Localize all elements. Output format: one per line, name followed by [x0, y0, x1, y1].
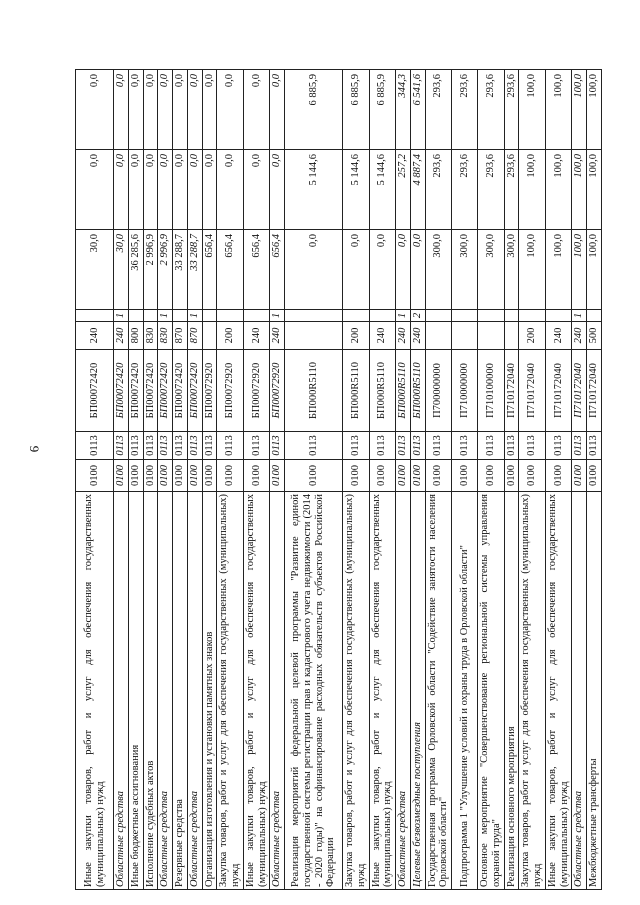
expense-type-code: 830 [158, 322, 173, 350]
value-year-3: 293,6 [452, 70, 478, 150]
expense-type-code: 830 [143, 322, 158, 350]
value-year-1: 100,0 [545, 230, 572, 310]
target-article-code: БП000R5110 [410, 350, 425, 432]
table-row [217, 70, 244, 890]
value-year-2: 0,0 [270, 150, 285, 230]
value-year-2: 4 887,4 [410, 150, 425, 230]
value-year-1: 0,0 [285, 230, 343, 310]
section-code: 0100 [270, 460, 285, 492]
target-article-code: БП00072420 [187, 350, 202, 432]
target-article-code: БП00072920 [270, 350, 285, 432]
value-year-3: 100,0 [519, 70, 546, 150]
value-year-1: 0,0 [369, 230, 396, 310]
expense-type-code: 200 [217, 322, 244, 350]
value-year-2: 0,0 [243, 150, 270, 230]
target-article-code: П710172040 [587, 350, 602, 432]
expense-type-code: 200 [343, 322, 370, 350]
value-year-1: 0,0 [410, 230, 425, 310]
value-year-3: 0,0 [114, 70, 129, 150]
target-article-code: П710172040 [504, 350, 519, 432]
section-code: 0100 [114, 460, 129, 492]
table-row [243, 70, 270, 890]
row-name: Реализация основного мероприятия [504, 492, 519, 890]
value-year-2: 293,6 [478, 150, 505, 230]
budget-table [75, 69, 602, 890]
value-year-2: 293,6 [452, 150, 478, 230]
value-year-1: 300,0 [452, 230, 478, 310]
source-mark [519, 310, 546, 322]
source-mark [452, 310, 478, 322]
value-year-2: 0,0 [128, 150, 143, 230]
section-code: 0100 [285, 460, 343, 492]
value-year-2: 0,0 [173, 150, 188, 230]
value-year-2: 0,0 [202, 150, 217, 230]
value-year-2: 0,0 [143, 150, 158, 230]
table-row [425, 70, 452, 890]
subsection-code: 0113 [452, 432, 478, 460]
value-year-3: 0,0 [173, 70, 188, 150]
value-year-2: 100,0 [587, 150, 602, 230]
value-year-2: 293,6 [425, 150, 452, 230]
value-year-2: 100,0 [545, 150, 572, 230]
expense-type-code [285, 322, 343, 350]
table-row [504, 70, 519, 890]
table-row [76, 70, 114, 890]
section-code: 0100 [396, 460, 411, 492]
subsection-code: 0113 [587, 432, 602, 460]
subsection-code: 0113 [410, 432, 425, 460]
value-year-3: 0,0 [202, 70, 217, 150]
section-code: 0100 [202, 460, 217, 492]
row-name: Иные закупки товаров, работ и услуг для обеспечения государственных (муниципальных) нужд [369, 492, 396, 890]
subsection-code: 0113 [76, 432, 114, 460]
source-mark [173, 310, 188, 322]
value-year-3: 6 885,9 [369, 70, 396, 150]
row-name: Закупка товаров, работ и услуг для обеспечения государственных (муниципальных) нужд [343, 492, 370, 890]
value-year-3: 6 885,9 [285, 70, 343, 150]
row-name: Государственная программа Орловской области "Содействие занятости населения Орловской области" [425, 492, 452, 890]
value-year-1: 36 285,6 [128, 230, 143, 310]
source-mark [128, 310, 143, 322]
value-year-2: 100,0 [572, 150, 587, 230]
value-year-1: 100,0 [572, 230, 587, 310]
expense-type-code: 240 [396, 322, 411, 350]
subsection-code: 0113 [158, 432, 173, 460]
value-year-3: 293,6 [425, 70, 452, 150]
value-year-3: 0,0 [76, 70, 114, 150]
subsection-code: 0113 [545, 432, 572, 460]
source-mark [587, 310, 602, 322]
value-year-1: 300,0 [504, 230, 519, 310]
subsection-code: 0113 [519, 432, 546, 460]
table-row [369, 70, 396, 890]
section-code: 0100 [425, 460, 452, 492]
value-year-3: 100,0 [587, 70, 602, 150]
section-code: 0100 [243, 460, 270, 492]
row-name: Областные средства [572, 492, 587, 890]
section-code: 0100 [217, 460, 244, 492]
target-article-code: БП000R5110 [396, 350, 411, 432]
source-mark [478, 310, 505, 322]
source-mark: 1 [572, 310, 587, 322]
value-year-1: 100,0 [587, 230, 602, 310]
value-year-1: 33 288,7 [173, 230, 188, 310]
subsection-code: 0113 [173, 432, 188, 460]
table-row [410, 70, 425, 890]
section-code: 0100 [519, 460, 546, 492]
source-mark: 1 [158, 310, 173, 322]
target-article-code: П700000000 [425, 350, 452, 432]
value-year-2: 0,0 [158, 150, 173, 230]
target-article-code: БП00072920 [217, 350, 244, 432]
source-mark: 1 [270, 310, 285, 322]
source-mark [202, 310, 217, 322]
subsection-code: 0113 [217, 432, 244, 460]
value-year-3: 344,3 [396, 70, 411, 150]
value-year-2: 5 144,6 [285, 150, 343, 230]
table-row [114, 70, 129, 890]
source-mark: 1 [114, 310, 129, 322]
row-name: Областные средства [187, 492, 202, 890]
value-year-3: 100,0 [572, 70, 587, 150]
row-name: Иные закупки товаров, работ и услуг для обеспечения государственных (муниципальных) нужд [545, 492, 572, 890]
section-code: 0100 [143, 460, 158, 492]
expense-type-code: 240 [76, 322, 114, 350]
value-year-1: 0,0 [396, 230, 411, 310]
section-code: 0100 [343, 460, 370, 492]
section-code: 0100 [158, 460, 173, 492]
row-name: Основное мероприятие "Совершенствование региональной системы управления охраной труда" [478, 492, 505, 890]
target-article-code: БП000R5110 [343, 350, 370, 432]
row-name: Исполнение судебных актов [143, 492, 158, 890]
value-year-1: 30,0 [76, 230, 114, 310]
subsection-code: 0113 [143, 432, 158, 460]
subsection-code: 0113 [572, 432, 587, 460]
rotated-page-area [75, 70, 599, 890]
table-body [76, 70, 602, 890]
table-row [187, 70, 202, 890]
table-row [128, 70, 143, 890]
value-year-3: 0,0 [187, 70, 202, 150]
section-code: 0100 [369, 460, 396, 492]
value-year-2: 0,0 [114, 150, 129, 230]
expense-type-code: 240 [243, 322, 270, 350]
value-year-1: 100,0 [519, 230, 546, 310]
target-article-code: БП00072420 [158, 350, 173, 432]
row-name: Реализация мероприятий федеральной целевой программы "Развитие единой государственной системы регистрации прав и кадастрового учета недвижимости (2014 - 2020 годы)" на софинансирование расходных обязательств субъектов Российской Федерации [285, 492, 343, 890]
expense-type-code: 240 [572, 322, 587, 350]
subsection-code: 0113 [114, 432, 129, 460]
value-year-3: 0,0 [158, 70, 173, 150]
subsection-code: 0113 [128, 432, 143, 460]
value-year-1: 33 288,7 [187, 230, 202, 310]
section-code: 0100 [128, 460, 143, 492]
row-name: Подпрограмма 1 "Улучшение условий и охраны труда в Орловской области" [452, 492, 478, 890]
table-row [396, 70, 411, 890]
table-row [202, 70, 217, 890]
source-mark [504, 310, 519, 322]
expense-type-code: 240 [410, 322, 425, 350]
expense-type-code: 200 [519, 322, 546, 350]
row-name: Закупка товаров, работ и услуг для обеспечения государственных (муниципальных) нужд [519, 492, 546, 890]
value-year-1: 656,4 [217, 230, 244, 310]
section-code: 0100 [410, 460, 425, 492]
expense-type-code [425, 322, 452, 350]
expense-type-code [504, 322, 519, 350]
section-code: 0100 [76, 460, 114, 492]
table-row [572, 70, 587, 890]
table-row [158, 70, 173, 890]
row-name: Иные закупки товаров, работ и услуг для обеспечения государственных (муниципальных) нужд [243, 492, 270, 890]
target-article-code: БП000R5110 [285, 350, 343, 432]
section-code: 0100 [504, 460, 519, 492]
subsection-code: 0113 [243, 432, 270, 460]
subsection-code: 0113 [270, 432, 285, 460]
value-year-1: 300,0 [425, 230, 452, 310]
value-year-3: 0,0 [243, 70, 270, 150]
table-row [285, 70, 343, 890]
table-row [143, 70, 158, 890]
expense-type-code [452, 322, 478, 350]
value-year-1: 2 996,9 [143, 230, 158, 310]
target-article-code: БП00072420 [143, 350, 158, 432]
target-article-code: БП000R5110 [369, 350, 396, 432]
table-row [478, 70, 505, 890]
source-mark: 1 [396, 310, 411, 322]
expense-type-code: 500 [587, 322, 602, 350]
page-number: 9 [27, 445, 42, 453]
source-mark: 1 [187, 310, 202, 322]
value-year-3: 100,0 [545, 70, 572, 150]
value-year-2: 0,0 [187, 150, 202, 230]
value-year-1: 656,4 [243, 230, 270, 310]
value-year-3: 293,6 [504, 70, 519, 150]
source-mark [76, 310, 114, 322]
value-year-2: 0,0 [217, 150, 244, 230]
target-article-code: П710000000 [452, 350, 478, 432]
section-code: 0100 [187, 460, 202, 492]
subsection-code: 0113 [425, 432, 452, 460]
table-row [173, 70, 188, 890]
section-code: 0100 [545, 460, 572, 492]
target-article-code: БП00072420 [128, 350, 143, 432]
source-mark [243, 310, 270, 322]
source-mark [343, 310, 370, 322]
table-row [270, 70, 285, 890]
source-mark [143, 310, 158, 322]
source-mark: 2 [410, 310, 425, 322]
target-article-code: БП00072920 [202, 350, 217, 432]
value-year-3: 0,0 [217, 70, 244, 150]
target-article-code: П710172040 [519, 350, 546, 432]
section-code: 0100 [452, 460, 478, 492]
subsection-code: 0113 [396, 432, 411, 460]
source-mark [285, 310, 343, 322]
value-year-2: 257,2 [396, 150, 411, 230]
expense-type-code: 240 [369, 322, 396, 350]
expense-type-code: 240 [270, 322, 285, 350]
subsection-code: 0113 [504, 432, 519, 460]
row-name: Организация изготовления и установки памятных знаков [202, 492, 217, 890]
target-article-code: П710100000 [478, 350, 505, 432]
subsection-code: 0113 [187, 432, 202, 460]
section-code: 0100 [587, 460, 602, 492]
subsection-code: 0113 [285, 432, 343, 460]
table-row [343, 70, 370, 890]
table-row [545, 70, 572, 890]
source-mark [217, 310, 244, 322]
row-name: Резервные средства [173, 492, 188, 890]
section-code: 0100 [572, 460, 587, 492]
value-year-3: 6 885,9 [343, 70, 370, 150]
section-code: 0100 [173, 460, 188, 492]
row-name: Межбюджетные трансферты [587, 492, 602, 890]
source-mark [369, 310, 396, 322]
value-year-1: 300,0 [478, 230, 505, 310]
target-article-code: П710172040 [572, 350, 587, 432]
expense-type-code: 240 [545, 322, 572, 350]
value-year-3: 0,0 [270, 70, 285, 150]
table-row [452, 70, 478, 890]
value-year-3: 0,0 [128, 70, 143, 150]
value-year-1: 656,4 [270, 230, 285, 310]
table-row [587, 70, 602, 890]
row-name: Иные бюджетные ассигнования [128, 492, 143, 890]
subsection-code: 0113 [343, 432, 370, 460]
value-year-3: 0,0 [143, 70, 158, 150]
row-name: Закупка товаров, работ и услуг для обеспечения государственных (муниципальных) нужд [217, 492, 244, 890]
expense-type-code: 870 [187, 322, 202, 350]
target-article-code: БП00072920 [243, 350, 270, 432]
value-year-2: 0,0 [76, 150, 114, 230]
row-name: Целевые безвозмездные поступления [410, 492, 425, 890]
budget-table-container [75, 70, 599, 890]
subsection-code: 0113 [202, 432, 217, 460]
target-article-code: БП00072420 [76, 350, 114, 432]
row-name: Областные средства [114, 492, 129, 890]
expense-type-code: 240 [114, 322, 129, 350]
value-year-2: 293,6 [504, 150, 519, 230]
row-name: Областные средства [270, 492, 285, 890]
source-mark [545, 310, 572, 322]
row-name: Областные средства [158, 492, 173, 890]
expense-type-code [202, 322, 217, 350]
subsection-code: 0113 [369, 432, 396, 460]
row-name: Иные закупки товаров, работ и услуг для обеспечения государственных (муниципальных) нужд [76, 492, 114, 890]
value-year-3: 6 541,6 [410, 70, 425, 150]
target-article-code: БП00072420 [173, 350, 188, 432]
section-code: 0100 [478, 460, 505, 492]
row-name: Областные средства [396, 492, 411, 890]
value-year-1: 2 996,9 [158, 230, 173, 310]
value-year-2: 5 144,6 [343, 150, 370, 230]
table-row [519, 70, 546, 890]
source-mark [425, 310, 452, 322]
value-year-1: 30,0 [114, 230, 129, 310]
expense-type-code: 800 [128, 322, 143, 350]
value-year-1: 0,0 [343, 230, 370, 310]
target-article-code: П710172040 [545, 350, 572, 432]
value-year-1: 656,4 [202, 230, 217, 310]
target-article-code: БП00072420 [114, 350, 129, 432]
value-year-2: 5 144,6 [369, 150, 396, 230]
expense-type-code: 870 [173, 322, 188, 350]
expense-type-code [478, 322, 505, 350]
subsection-code: 0113 [478, 432, 505, 460]
value-year-2: 100,0 [519, 150, 546, 230]
value-year-3: 293,6 [478, 70, 505, 150]
